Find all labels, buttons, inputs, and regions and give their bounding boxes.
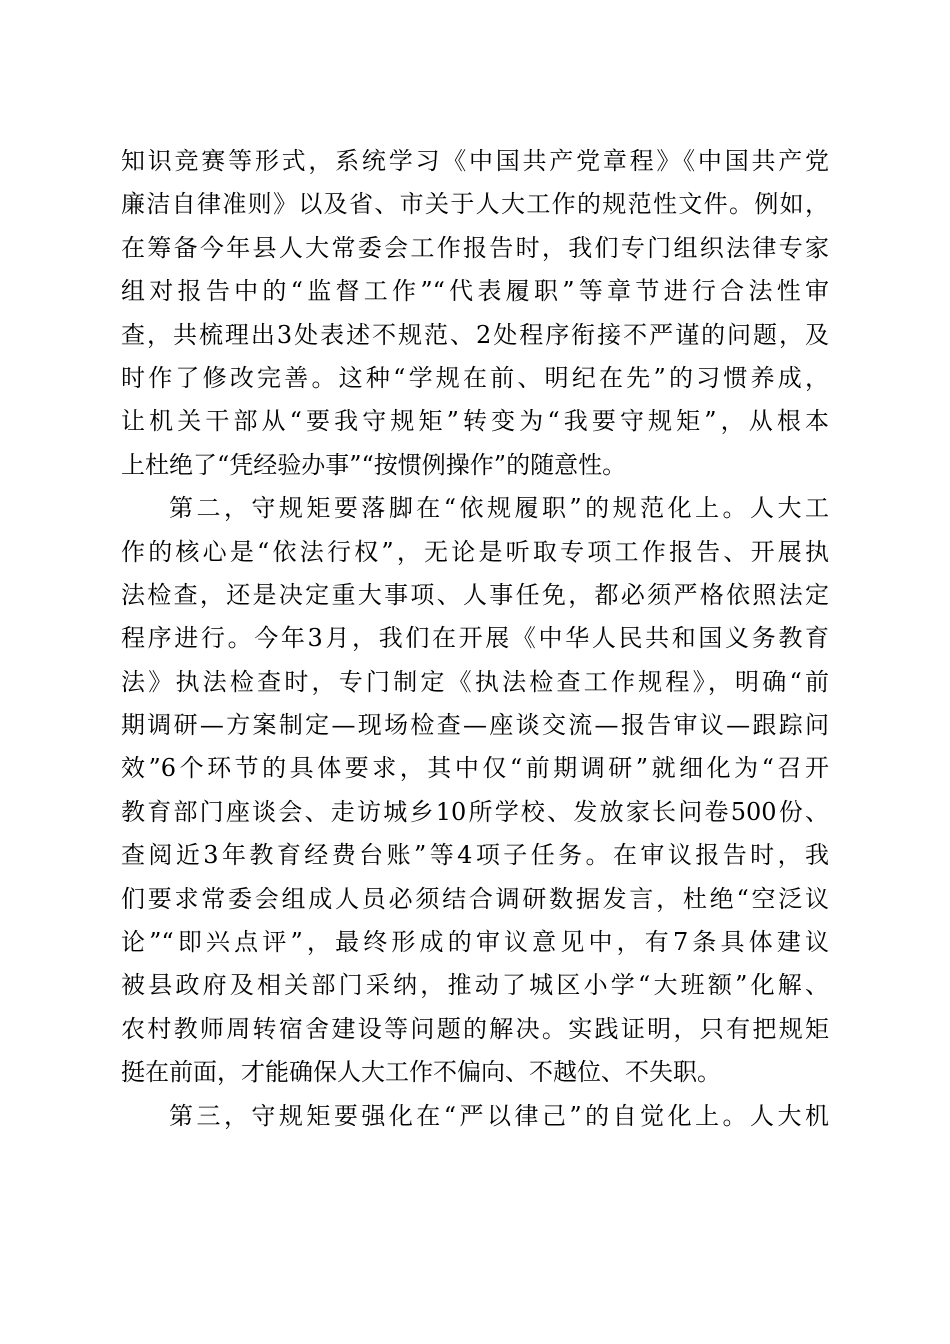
text-line: 组对报告中的“监督工作”“代表履职”等章节进行合法性审 [121,277,829,306]
text-line: 时作了修改完善。这种“学规在前、明纪在先”的习惯养成， [121,363,829,392]
text-line: 农村教师周转宿舍建设等问题的解决。实践证明，只有把规矩 [121,1014,829,1043]
text-line: 知识竞赛等形式，系统学习《中国共产党章程》《中国共产党 [121,147,829,175]
paragraph-1 [121,140,829,487]
text-line: 廉洁自律准则》以及省、市关于人大工作的规范性文件。例如， [121,190,829,219]
text-line: 上杜绝了“凭经验办事”“按惯例操作”的随意性。 [121,450,627,479]
text-line: 被县政府及相关部门采纳，推动了城区小学“大班额”化解、 [121,971,829,1000]
text-line: 法检查，还是决定重大事项、人事任免，都必须严格依照法定 [121,580,829,609]
text-line: 在筹备今年县人大常委会工作报告时，我们专门组织法律专家 [121,233,829,262]
text-line: 查阅近3年教育经费台账”等4项子任务。在审议报告时，我 [121,841,829,870]
text-line: 法》执法检查时，专门制定《执法检查工作规程》，明确“前 [121,667,829,696]
text-line: 查，共梳理出3处表述不规范、2处程序衔接不严谨的问题，及 [121,320,829,349]
paragraph-3 [121,1095,829,1138]
document-body [121,140,829,1138]
text-line: 让机关干部从“要我守规矩”转变为“我要守规矩”，从根本 [121,407,829,436]
text-line: 教育部门座谈会、走访城乡10所学校、发放家长问卷500份、 [121,797,829,826]
text-line: 程序进行。今年3月，我们在开展《中华人民共和国义务教育 [121,624,829,653]
text-line: 第三，守规矩要强化在“严以律己”的自觉化上。人大机 [169,1101,829,1130]
text-line: 效”6个环节的具体要求，其中仅“前期调研”就细化为“召开 [121,754,829,783]
paragraph-2 [121,487,829,1094]
text-line: 论”“即兴点评”，最终形成的审议意见中，有7条具体建议 [121,928,829,957]
text-line: 们要求常委会组成人员必须结合调研数据发言，杜绝“空泛议 [121,884,829,913]
text-line: 挺在前面，才能确保人大工作不偏向、不越位、不失职。 [121,1058,721,1087]
text-line: 作的核心是“依法行权”，无论是听取专项工作报告、开展执 [121,537,829,566]
text-line: 第二，守规矩要落脚在“依规履职”的规范化上。人大工 [169,494,829,523]
text-line: 期调研—方案制定—现场检查—座谈交流—报告审议—跟踪问 [121,711,829,740]
